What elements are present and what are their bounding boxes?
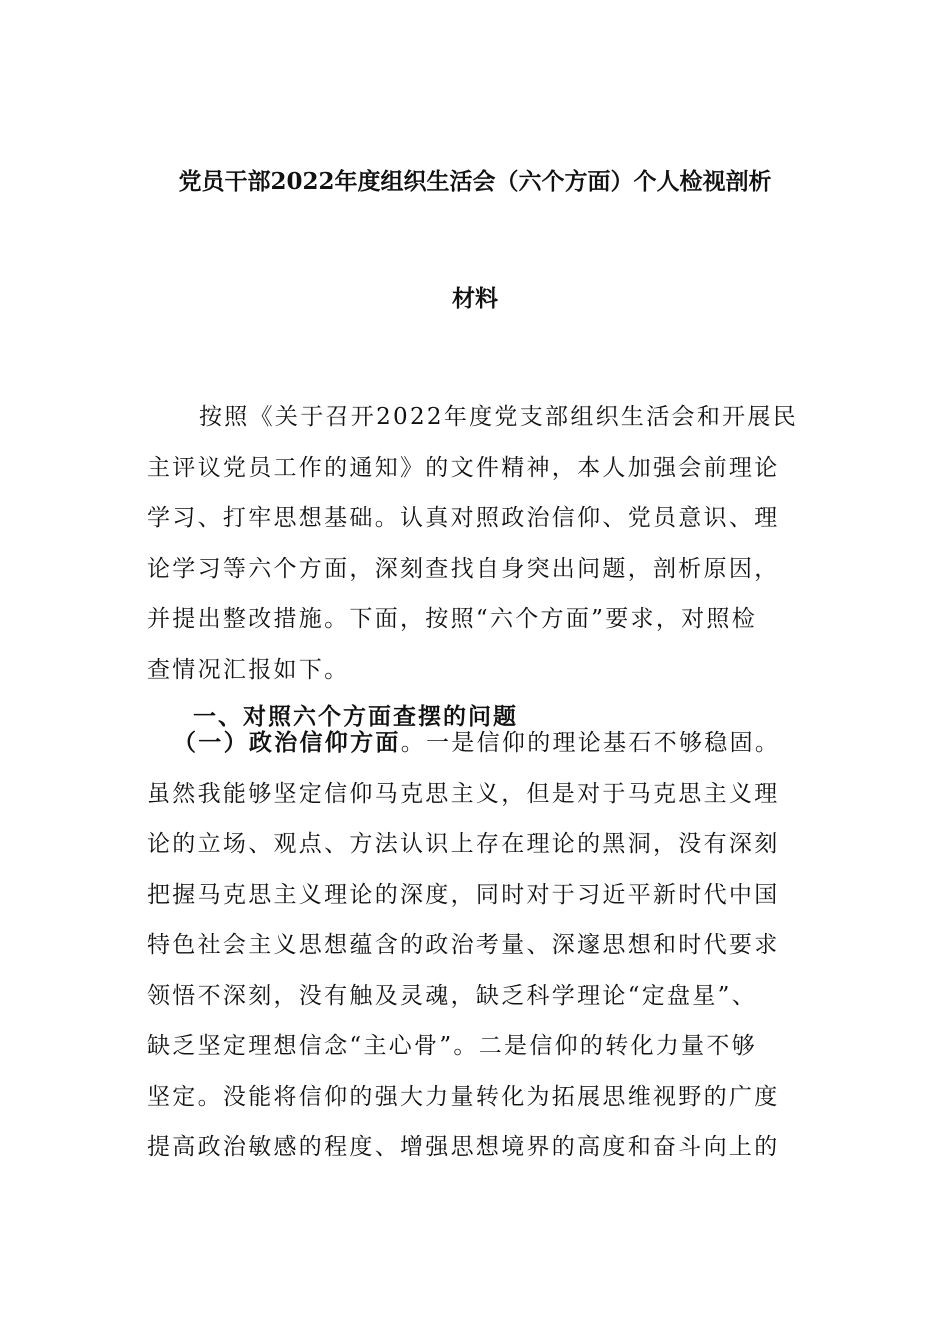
intro-line: 学习、打牢思想基础。认真对照政治信仰、党员意识、理 xyxy=(147,505,780,531)
intro-line: 并提出整改措施。下面，按照“六个方面”要求，对照检 xyxy=(147,606,758,632)
subsection-first-line xyxy=(147,718,837,769)
document-title-line-2: 材料 xyxy=(452,285,498,312)
political-belief-paragraph xyxy=(147,718,837,1173)
body-line: 坚定。没能将信仰的强大力量转化为拓展思维视野的广度 xyxy=(147,1083,780,1110)
body-line: 缺乏坚定理想信念“主心骨”。二是信仰的转化力量不够 xyxy=(147,1033,758,1059)
body-line: 提高政治敏感的程度、增强思想境界的高度和奋斗向上的 xyxy=(147,1134,780,1160)
intro-line: 按照《关于召开2022年度党支部组织生活会和开展民 xyxy=(199,404,799,430)
intro-line: 查情况汇报如下。 xyxy=(147,656,350,683)
body-line: 把握马克思主义理论的深度，同时对于习近平新时代中国 xyxy=(147,881,780,908)
subsection-first-text: 。一是信仰的理论基石不够稳固。 xyxy=(400,730,781,756)
intro-line: 主评议党员工作的通知》的文件精神，本人加强会前理论 xyxy=(147,454,780,481)
intro-paragraph xyxy=(147,392,837,695)
body-line: 虽然我能够坚定信仰马克思主义，但是对于马克思主义理 xyxy=(147,780,780,807)
body-line: 论的立场、观点、方法认识上存在理论的黑洞，没有深刻 xyxy=(147,831,780,857)
subsection-label: （一）政治信仰方面 xyxy=(173,729,401,756)
document-title-line-1: 党员干部2022年度组织生活会（六个方面）个人检视剖析 xyxy=(178,168,772,195)
intro-line: 论学习等六个方面，深刻查找自身突出问题，剖析原因， xyxy=(147,555,780,582)
section-heading: 一、对照六个方面查摆的问题 xyxy=(193,703,518,730)
body-line: 领悟不深刻，没有触及灵魂，缺乏科学理论“定盘星”、 xyxy=(147,982,758,1009)
body-line: 特色社会主义思想蕴含的政治考量、深邃思想和时代要求 xyxy=(147,932,780,958)
